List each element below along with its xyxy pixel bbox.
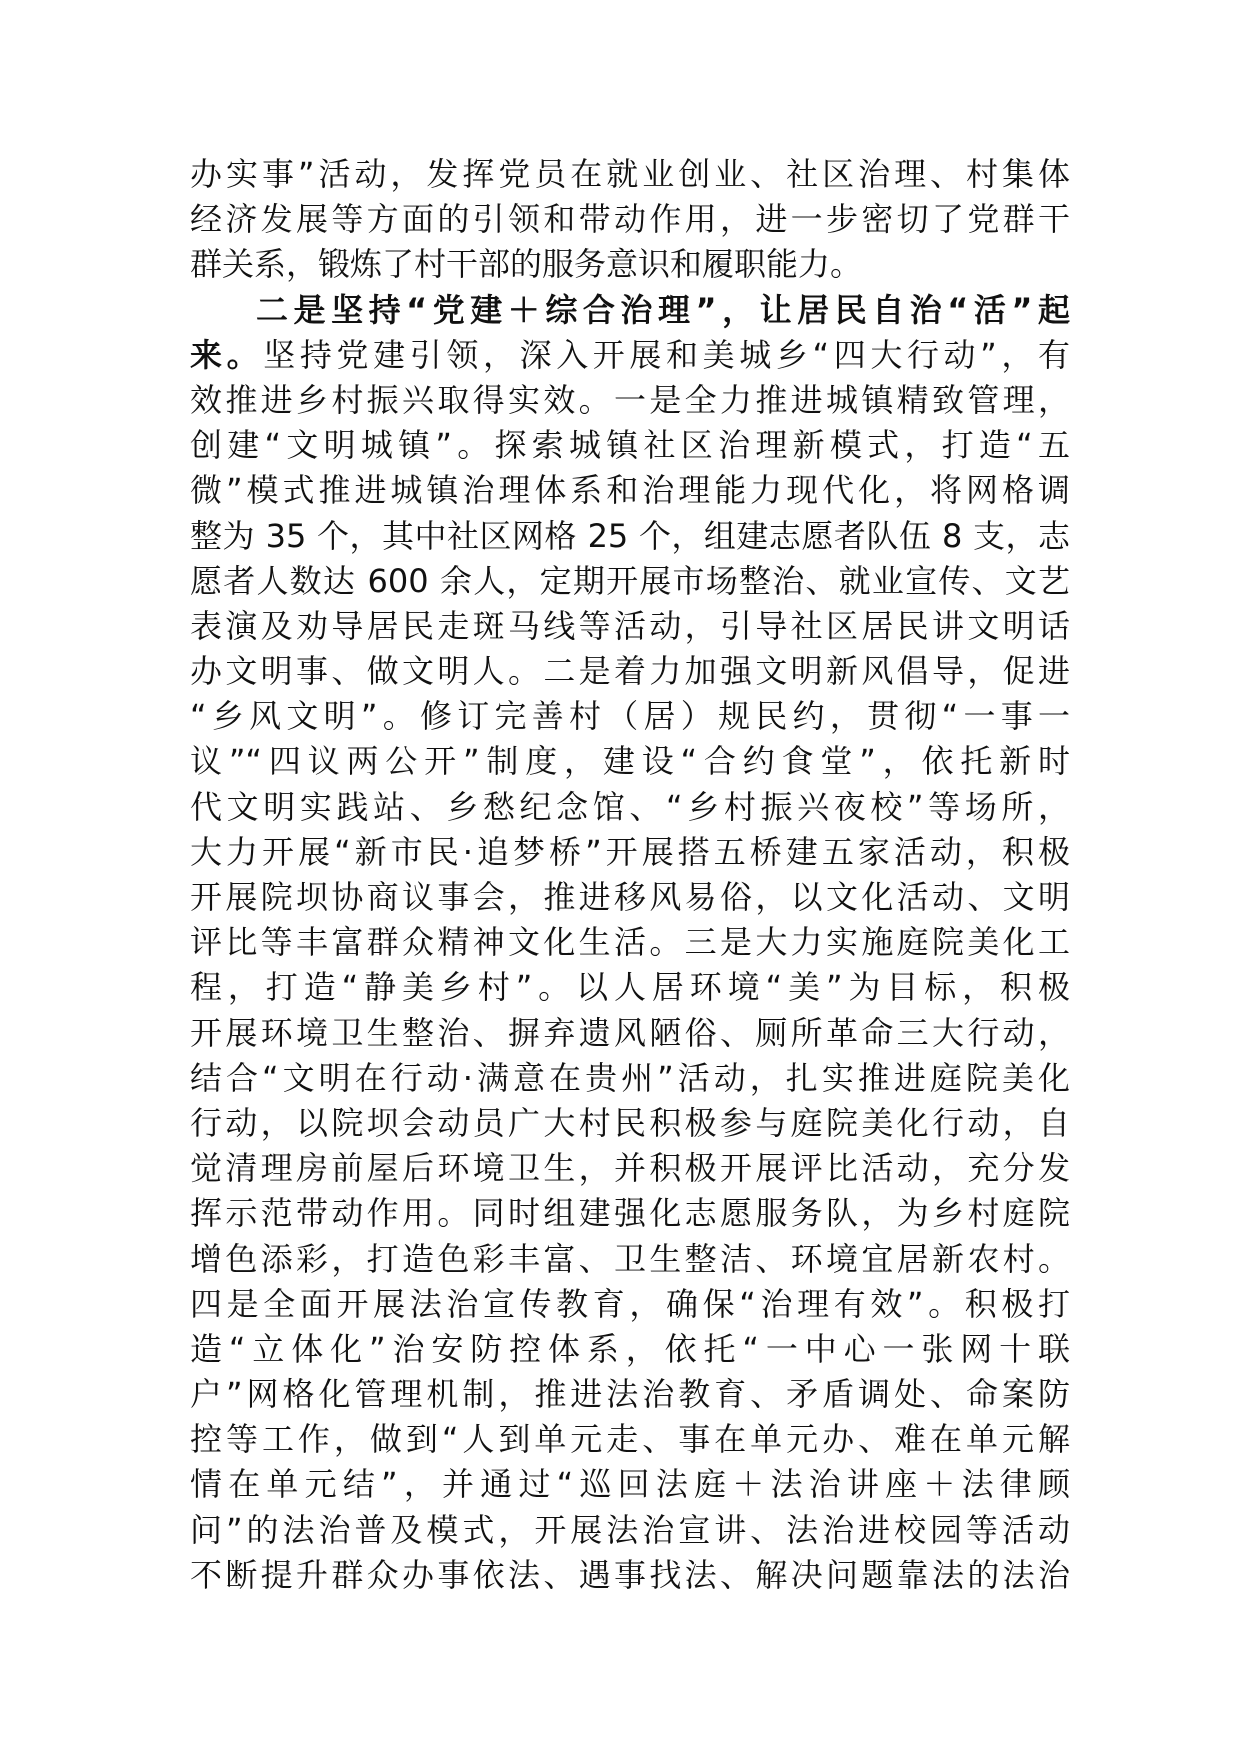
bold-heading-text: 来。	[190, 335, 264, 374]
line-text: 问”的法治普及模式，开展法治宣讲、法治进校园等活动	[190, 1510, 1070, 1549]
line-text: 办文明事、做文明人。二是着力加强文明新风倡导，促进	[190, 652, 1070, 691]
line-text: 不断提升群众办事依法、遇事找法、解决问题靠法的法治	[190, 1555, 1070, 1594]
line-text: 造“立体化”治安防控体系，依托“一中心一张网十联	[190, 1329, 1070, 1368]
text-line	[190, 333, 1070, 378]
text-line	[190, 559, 1070, 604]
line-text: 办实事”活动，发挥党员在就业创业、社区治理、村集体	[190, 155, 1070, 193]
line-text: 议”“四议两公开”制度，建设“合约食堂”，依托新时	[190, 742, 1070, 781]
line-text: 微”模式推进城镇治理体系和治理能力现代化，将网格调	[190, 471, 1070, 510]
text-line	[190, 830, 1070, 875]
line-text: 表演及劝导居民走斑马线等活动，引导社区居民讲文明话	[190, 606, 1070, 645]
text-line	[190, 197, 1070, 242]
line-text: 评比等丰富群众精神文化生活。三是大力实施庭院美化工	[190, 923, 1070, 962]
text-line	[190, 1146, 1070, 1191]
line-text: 效推进乡村振兴取得实效。一是全力推进城镇精致管理，	[190, 380, 1070, 419]
line-text: 户”网格化管理机制，推进法治教育、矛盾调处、命案防	[190, 1375, 1070, 1414]
text-line	[190, 604, 1070, 649]
text-line	[190, 920, 1070, 965]
bold-heading-text: 二是坚持“党建＋综合治理”，让居民自治“活”起	[256, 290, 1070, 329]
text-line	[190, 1508, 1070, 1553]
line-text: 整为 35 个，其中社区网格 25 个，组建志愿者队伍 8 支，志	[190, 516, 1070, 555]
line-text: 群关系，锻炼了村干部的服务意识和履职能力。	[190, 245, 863, 284]
text-line	[190, 1462, 1070, 1507]
text-line	[190, 1101, 1070, 1146]
text-line	[190, 423, 1070, 468]
text-line	[190, 739, 1070, 784]
line-text: 增色添彩，打造色彩丰富、卫生整洁、环境宜居新农村。	[190, 1239, 1070, 1278]
text-line	[190, 965, 1070, 1010]
line-text: 觉清理房前屋后环境卫生，并积极开展评比活动，充分发	[190, 1149, 1070, 1188]
text-line	[190, 1011, 1070, 1056]
line-text: 代文明实践站、乡愁纪念馆、“乡村振兴夜校”等场所，	[190, 787, 1070, 826]
text-line	[190, 1056, 1070, 1101]
line-text: 经济发展等方面的引领和带动作用，进一步密切了党群干	[190, 200, 1070, 239]
line-text: 程，打造“静美乡村”。以人居环境“美”为目标，积极	[190, 968, 1070, 1007]
text-line	[190, 649, 1070, 694]
text-line	[190, 514, 1070, 559]
text-line	[190, 242, 1070, 287]
line-text: 行动，以院坝会动员广大村民积极参与庭院美化行动，自	[190, 1103, 1070, 1142]
text-line	[190, 152, 1070, 197]
text-line	[190, 1553, 1070, 1598]
text-line	[190, 1417, 1070, 1462]
line-text: “乡风文明”。修订完善村（居）规民约，贯彻“一事一	[190, 697, 1070, 736]
line-text: 大力开展“新市民·追梦桥”开展搭五桥建五家活动，积极	[190, 832, 1070, 871]
text-line	[190, 1282, 1070, 1327]
text-line	[190, 1191, 1070, 1236]
line-text: 控等工作，做到“人到单元走、事在单元办、难在单元解	[190, 1420, 1070, 1459]
text-line	[190, 468, 1070, 513]
line-text: 挥示范带动作用。同时组建强化志愿服务队，为乡村庭院	[190, 1194, 1070, 1233]
line-text: 坚持党建引领，深入开展和美城乡“四大行动”，有	[263, 335, 1070, 374]
text-line	[190, 694, 1070, 739]
line-text: 结合“文明在行动·满意在贵州”活动，扎实推进庭院美化	[190, 1058, 1070, 1097]
text-line	[190, 875, 1070, 920]
line-text: 愿者人数达 600 余人，定期开展市场整治、就业宣传、文艺	[190, 561, 1070, 600]
line-text: 创建“文明城镇”。探索城镇社区治理新模式，打造“五	[190, 426, 1070, 465]
text-line	[190, 785, 1070, 830]
text-line	[190, 1237, 1070, 1282]
text-line	[190, 1327, 1070, 1372]
line-text: 开展环境卫生整治、摒弃遗风陋俗、厕所革命三大行动，	[190, 1013, 1070, 1052]
text-line	[190, 378, 1070, 423]
text-line	[190, 1372, 1070, 1417]
line-text: 四是全面开展法治宣传教育，确保“治理有效”。积极打	[190, 1284, 1070, 1323]
text-line	[190, 288, 1070, 333]
line-text: 开展院坝协商议事会，推进移风易俗，以文化活动、文明	[190, 878, 1070, 916]
line-text: 情在单元结”，并通过“巡回法庭＋法治讲座＋法律顾	[190, 1465, 1070, 1504]
body-text	[190, 152, 1070, 1598]
